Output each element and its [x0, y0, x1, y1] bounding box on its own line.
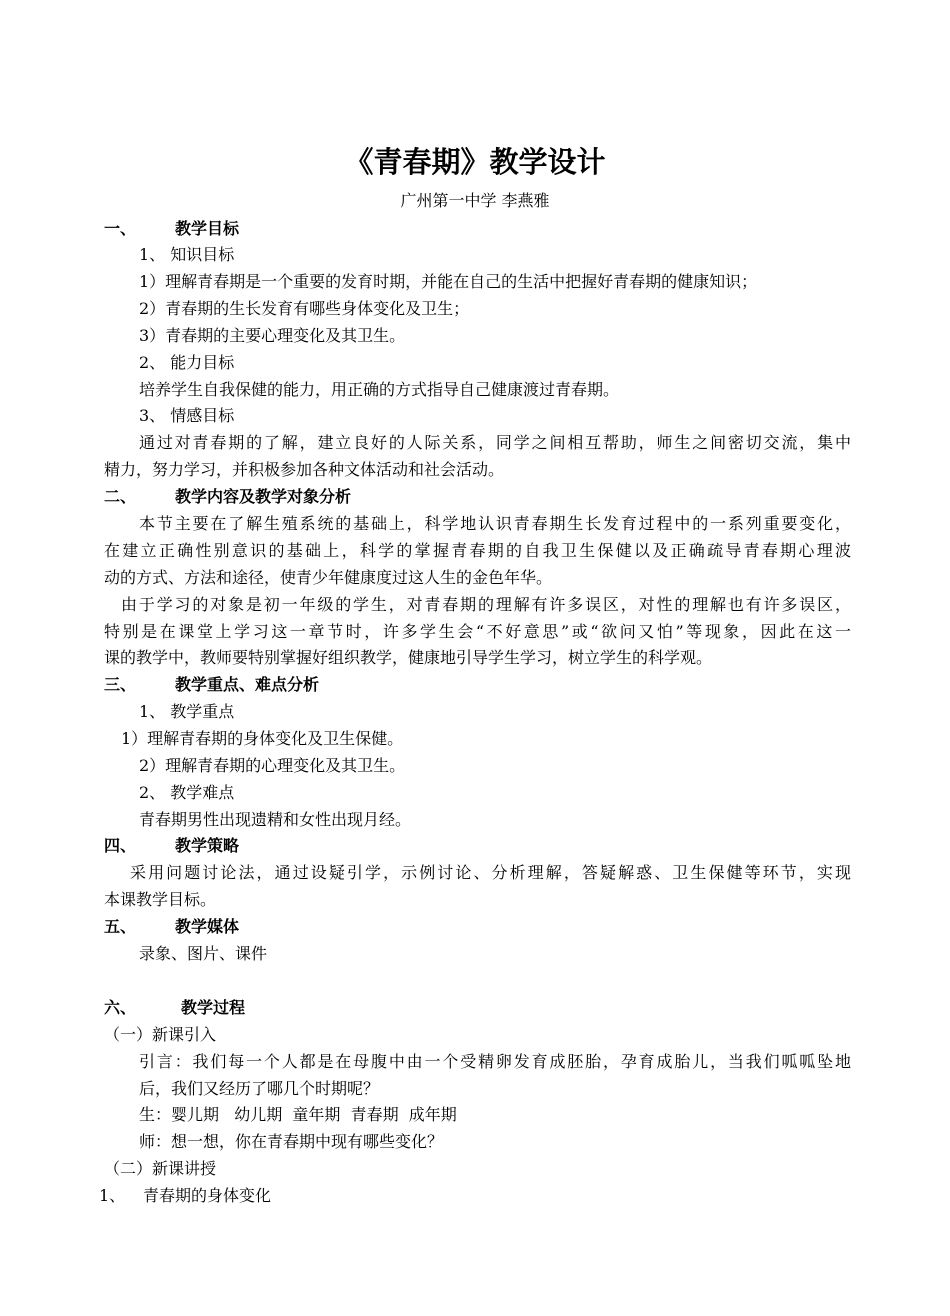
text-line: 2）青春期的生长发育有哪些身体变化及卫生；: [139, 299, 470, 318]
item-number: 1、: [99, 1186, 126, 1205]
subheading-new-lesson-teaching: （二）新课讲授: [104, 1159, 217, 1178]
text-line: 动的方式、方法和途径，使青少年健康度过这人生的金色年华。: [104, 568, 553, 587]
section-title: 教学目标: [175, 219, 240, 238]
text-line: 后，我们又经历了哪几个时期呢？: [139, 1079, 380, 1098]
subheading-difficulties: 2、 教学难点: [139, 783, 235, 802]
document-title: 《青春期》教学设计: [344, 145, 606, 179]
section-heading-6: [104, 997, 245, 1019]
text-line: 1）理解青春期是一个重要的发育时期，并能在自己的生活中把握好青春期的健康知识；: [139, 272, 758, 291]
section-title: 教学策略: [175, 836, 240, 855]
section-heading-5: [104, 916, 239, 938]
text-line: 1）理解青春期的身体变化及卫生保健。: [121, 729, 404, 748]
section-title: 教学内容及教学对象分析: [175, 487, 352, 506]
text-line: 引言：我们每一个人都是在母腹中由一个受精卵发育成胚胎，孕育成胎儿，当我们呱呱坠地: [139, 1052, 851, 1071]
text-line: 通过对青春期的了解，建立良好的人际关系，同学之间相互帮助，师生之间密切交流，集中: [139, 433, 851, 452]
subheading-key-points: 1、 教学重点: [139, 702, 235, 721]
section-title: 教学过程: [181, 998, 246, 1017]
text-line: 本节主要在了解生殖系统的基础上，科学地认识青春期生长发育过程中的一系列重要变化，: [139, 514, 851, 533]
author-line: 广州第一中学 李燕雅: [400, 191, 550, 210]
numbered-item: [99, 1185, 271, 1207]
section-number: 三、: [104, 675, 137, 694]
text-line: 采用问题讨论法，通过设疑引学，示例讨论、分析理解，答疑解惑、卫生保健等环节，实现: [130, 863, 851, 882]
text-line: 精力，努力学习，并积极参加各种文体活动和社会活动。: [104, 460, 505, 479]
section-heading-3: [104, 674, 319, 696]
subheading-knowledge-goals: 1、 知识目标: [139, 245, 235, 264]
item-text: 青春期的身体变化: [143, 1186, 272, 1205]
subheading-new-lesson-intro: （一）新课引入: [104, 1025, 217, 1044]
section-number: 五、: [104, 917, 137, 936]
subheading-emotion-goals: 3、 情感目标: [139, 406, 235, 425]
text-line: 本课教学目标。: [104, 890, 217, 909]
text-line: 培养学生自我保健的能力，用正确的方式指导自己健康渡过青春期。: [139, 380, 620, 399]
section-number: 六、: [104, 998, 137, 1017]
section-number: 四、: [104, 836, 137, 855]
subheading-ability-goals: 2、 能力目标: [139, 353, 235, 372]
text-line: 3）青春期的主要心理变化及其卫生。: [139, 326, 406, 345]
text-line: 师：想一想，你在青春期中现有哪些变化？: [139, 1132, 444, 1151]
section-heading-2: [104, 486, 351, 508]
text-line: 课的教学中，教师要特别掌握好组织教学，健康地引导学生学习，树立学生的科学观。: [104, 648, 713, 667]
text-line: 特别是在课堂上学习这一章节时，许多学生会“不好意思”或“欲问又怕”等现象，因此在这一: [104, 622, 851, 641]
text-line: 青春期男性出现遗精和女性出现月经。: [139, 810, 412, 829]
section-number: 一、: [104, 219, 137, 238]
section-number: 二、: [104, 487, 137, 506]
section-title: 教学重点、难点分析: [175, 675, 320, 694]
section-title: 教学媒体: [175, 917, 240, 936]
text-line: 2）理解青春期的心理变化及其卫生。: [139, 756, 406, 775]
text-line: 由于学习的对象是初一年级的学生，对青春期的理解有许多误区，对性的理解也有许多误区，: [121, 595, 851, 614]
text-line: 在建立正确性别意识的基础上，科学的掌握青春期的自我卫生保健以及正确疏导青春期心理波: [104, 541, 851, 560]
text-line: 生：婴儿期 幼儿期 童年期 青春期 成年期: [139, 1105, 457, 1124]
text-line: 录象、图片、课件: [139, 944, 268, 963]
section-heading-1: [104, 218, 239, 240]
section-heading-4: [104, 835, 239, 857]
